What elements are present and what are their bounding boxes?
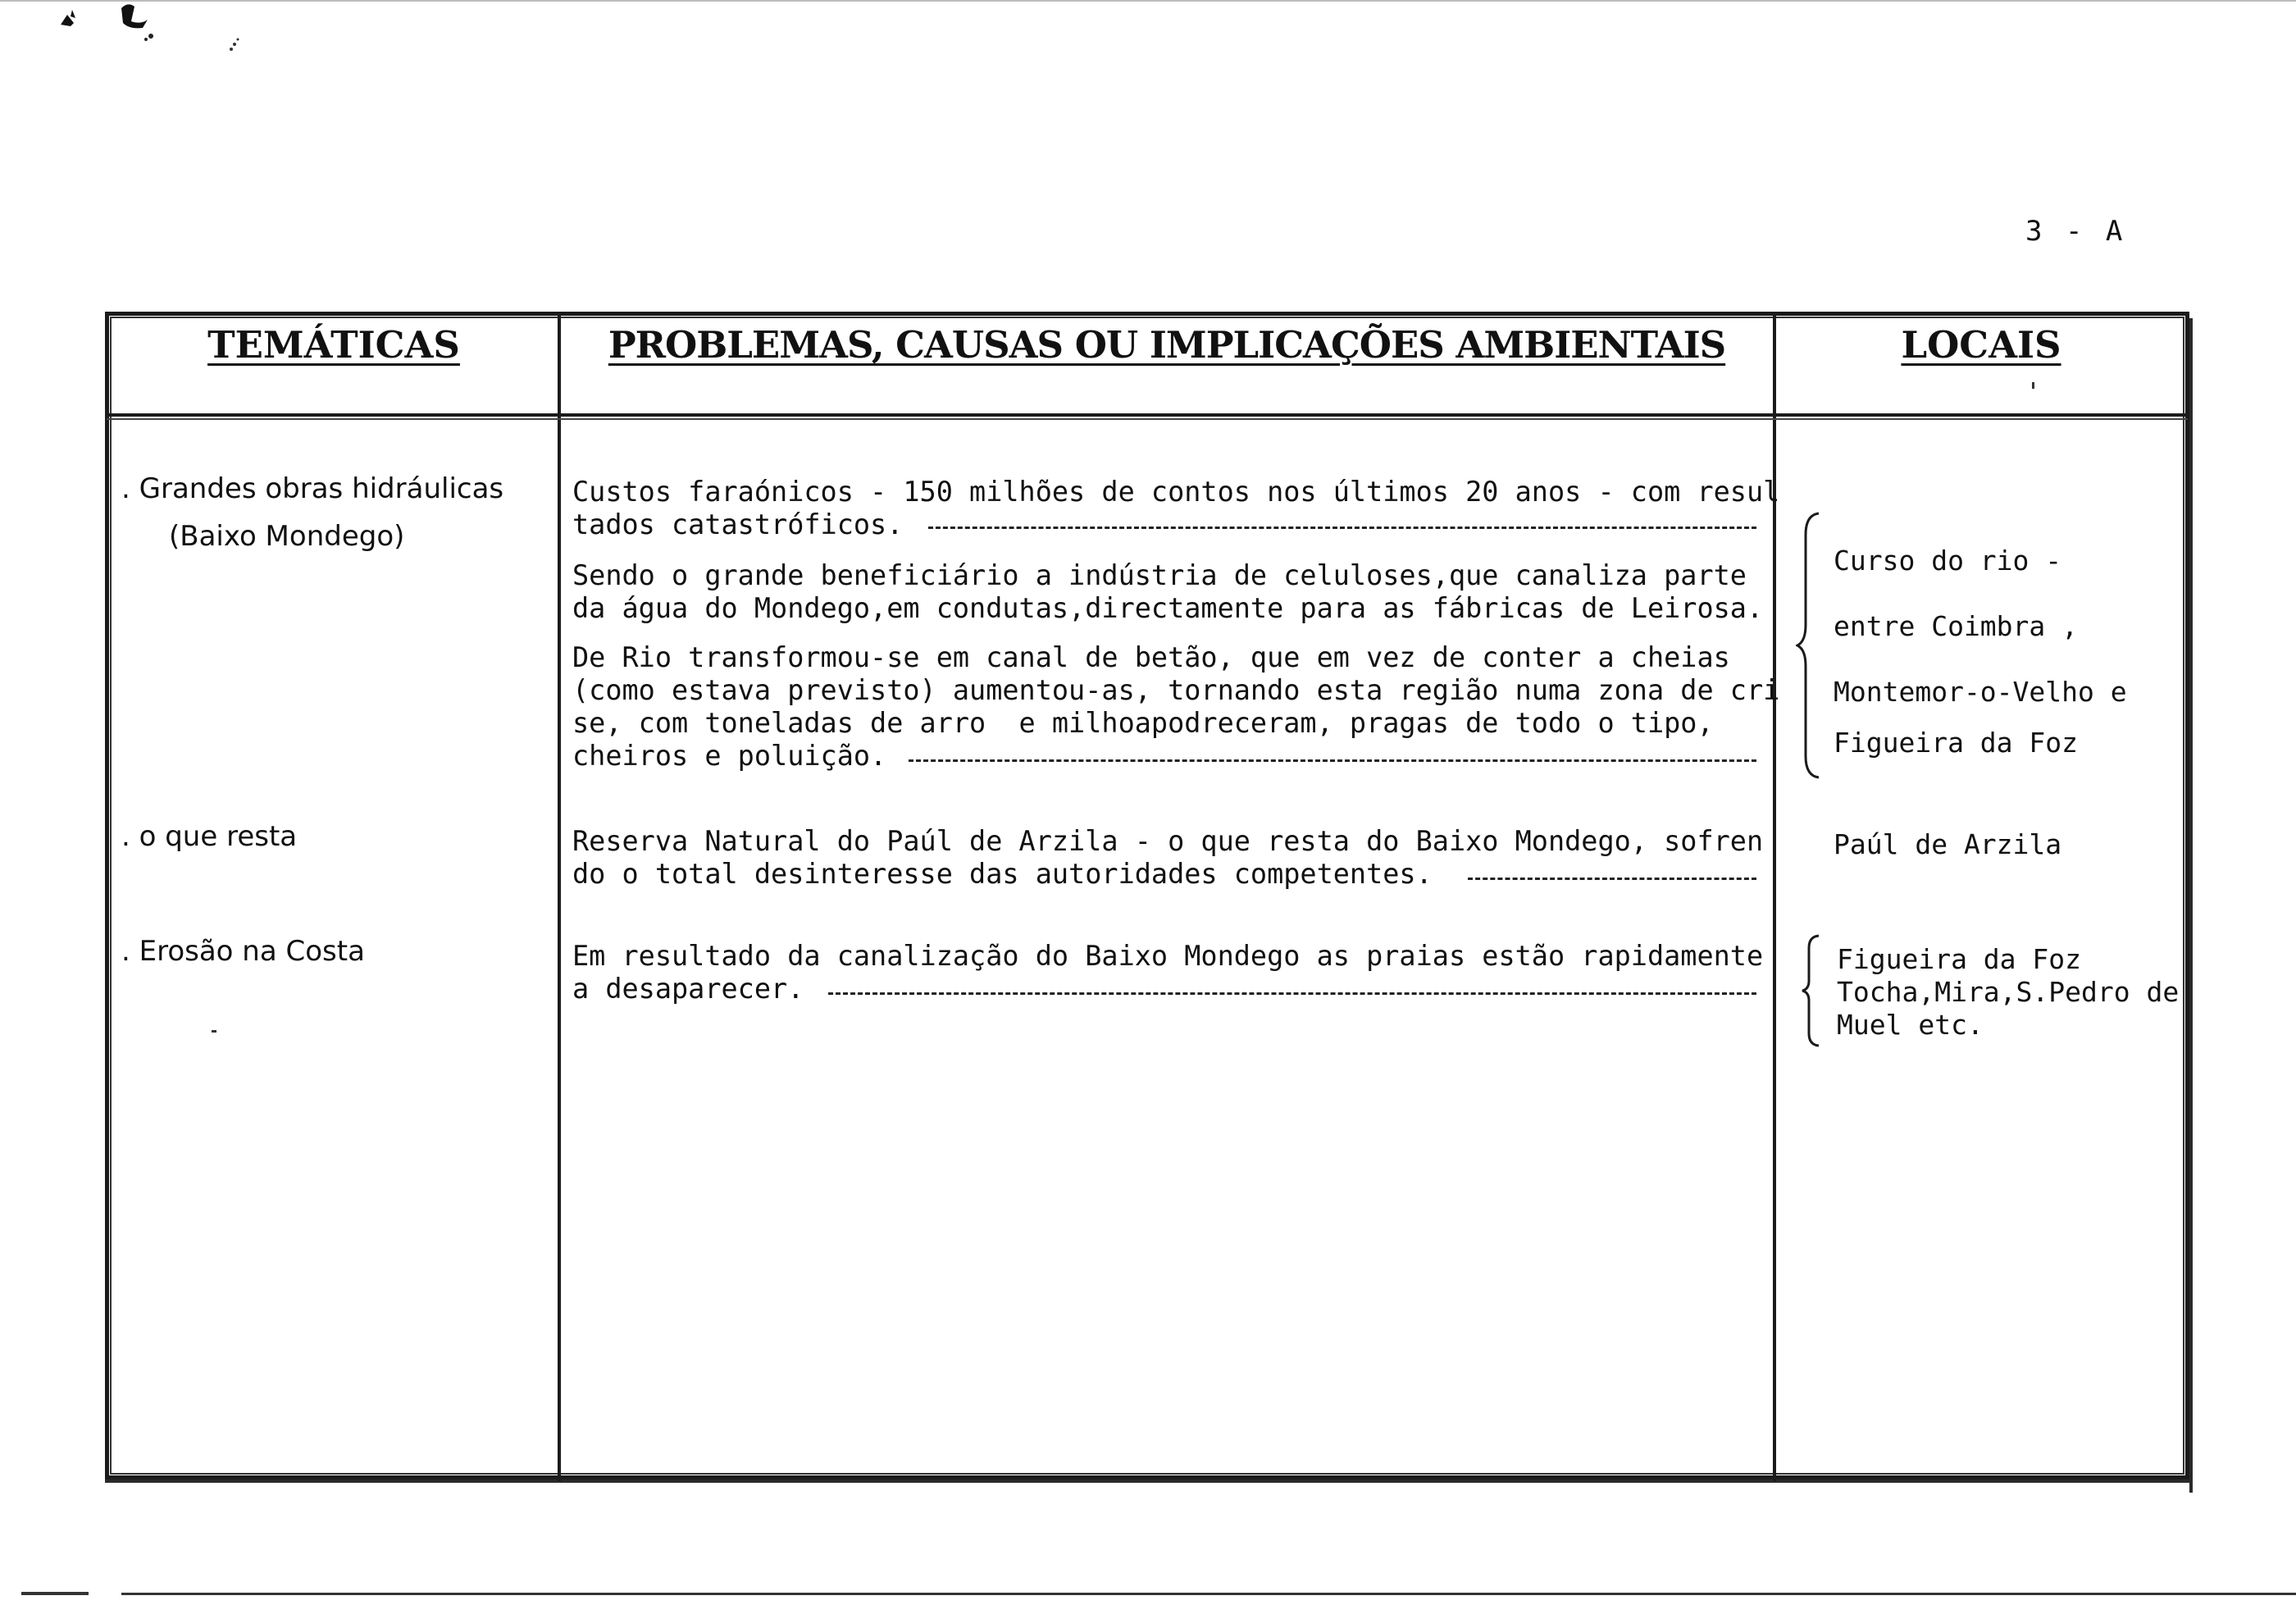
dash-fill-line [1468, 878, 1756, 880]
header-tick-mark [2032, 382, 2034, 389]
problema-line: do o total desinteresse das autoridades competentes. [572, 858, 1433, 890]
problema-line: (como estava previsto) aumentou-as, tornando esta região numa zona de cri [572, 674, 1780, 706]
problema-line: De Rio transformou-se em canal de betão, que em vez de conter a cheias [572, 641, 1730, 673]
problema-line: Em resultado da canalização do Baixo Mondego as praias estão rapidamente [572, 940, 1764, 972]
tema-grandes-obras: . Grandes obras hidráulicas [121, 472, 504, 505]
scan-artifact-marks [49, 0, 262, 66]
footer-rule [121, 1593, 2296, 1595]
page-number: 3 - A [2025, 215, 2126, 248]
column-divider-1 [558, 313, 561, 1481]
tema-erosao-costa: . Erosão na Costa [121, 935, 365, 968]
local-line: Figueira da Foz [1834, 727, 2079, 759]
header-tematicas: TEMÁTICAS [207, 323, 460, 367]
dash-fill-line [928, 527, 1756, 529]
table-right-edge [2189, 318, 2193, 1493]
dash-fill-line [909, 759, 1756, 762]
table-bottom-edge [105, 1480, 2193, 1483]
footer-rule-left [21, 1592, 89, 1595]
problema-line: a desaparecer. [572, 973, 804, 1005]
tema-o-que-resta: . o que resta [121, 820, 298, 853]
local-line: Montemor-o-Velho e [1834, 676, 2127, 708]
problema-line: se, com toneladas de arro e milhoapodreceram, pragas de todo o tipo, [572, 707, 1714, 739]
header-rule-double [107, 418, 2188, 420]
local-line: Paúl de Arzila [1834, 828, 2062, 860]
dash-fill-line [828, 992, 1756, 995]
scan-top-edge [0, 0, 2296, 2]
problema-line: cheiros e poluição. [572, 740, 887, 772]
curly-brace-icon [1796, 510, 1824, 781]
local-line: Curso do rio - [1834, 545, 2062, 577]
header-problemas: PROBLEMAS, CAUSAS OU IMPLICAÇÕES AMBIENTAIS [608, 323, 1726, 367]
local-line: Figueira da Foz [1837, 943, 2082, 975]
local-line: entre Coimbra , [1834, 610, 2079, 642]
problema-line: Sendo o grande beneficiário a indústria de celuloses,que canaliza parte [572, 559, 1747, 591]
tema-grandes-obras-sub: (Baixo Mondego) [169, 520, 405, 553]
local-line: Muel etc. [1837, 1009, 1984, 1041]
curly-brace-icon [1801, 933, 1824, 1048]
problema-line: Reserva Natural do Paúl de Arzila - o que resta do Baixo Mondego, sofren [572, 825, 1764, 857]
local-line: Tocha,Mira,S.Pedro de [1837, 976, 2180, 1008]
header-locais: LOCAIS [1901, 323, 2061, 367]
header-rule [107, 413, 2188, 417]
problema-line: tados catastróficos. [572, 508, 904, 540]
problema-line: Custos faraónicos - 150 milhões de contos nos últimos 20 anos - com resul [572, 476, 1780, 508]
problema-line: da água do Mondego,em condutas,directamente para as fábricas de Leirosa. [572, 592, 1764, 624]
stray-mark [212, 1030, 216, 1033]
